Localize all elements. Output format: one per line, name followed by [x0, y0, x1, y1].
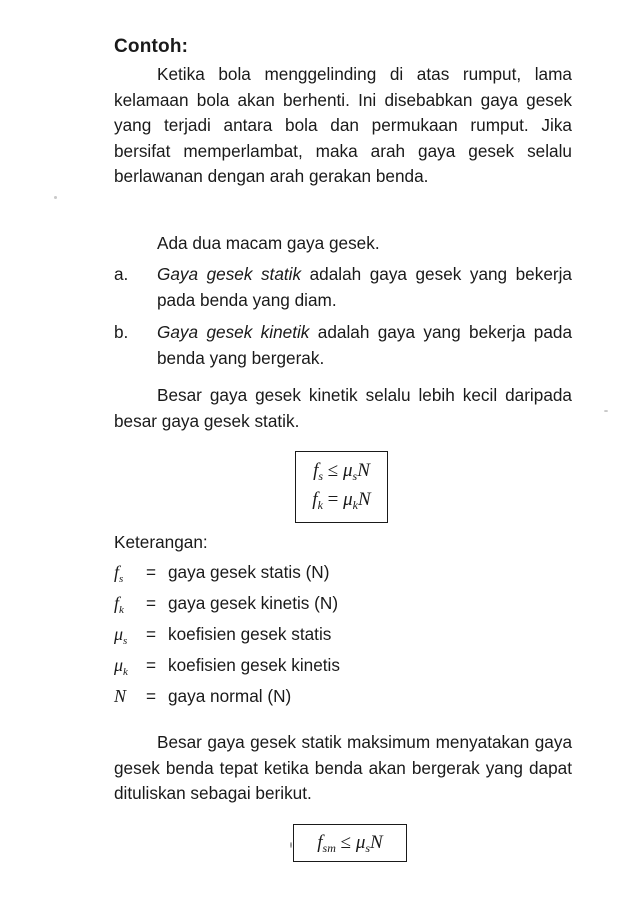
legend-equals: =: [146, 686, 157, 706]
scan-speck: [290, 842, 292, 848]
example-heading: Contoh:: [114, 36, 189, 57]
legend-description: koefisien gesek kinetis: [168, 655, 340, 675]
term-static-friction: Gaya gesek statik: [157, 264, 302, 284]
scan-speck: [54, 196, 57, 199]
definition-text: adalah gaya yang bekerja pada benda yang bergerak.: [157, 322, 573, 368]
paragraph-comparison: Besar gaya gesek kinetik selalu lebih kecil daripada besar gaya gesek statik.: [114, 385, 572, 431]
legend-description: gaya gesek statis (N): [168, 562, 330, 582]
list-item-static: [114, 262, 572, 313]
legend-equals: =: [146, 655, 157, 675]
legend-equals: =: [146, 593, 157, 613]
list-marker: a.: [114, 264, 129, 284]
legend-description: koefisien gesek statis: [168, 624, 332, 644]
legend-symbol: $\mu_k$: [114, 655, 128, 678]
legend-description: gaya normal (N): [168, 686, 292, 706]
legend-symbol: $f_s$: [114, 562, 124, 585]
formula-kinetic: $f_k = \mu_kN$: [312, 489, 371, 512]
legend-description: gaya gesek kinetis (N): [168, 593, 339, 613]
definition-text: adalah gaya gesek yang bekerja pada benda yang diam.: [157, 264, 572, 310]
legend-symbol: $\mu_s$: [114, 624, 128, 647]
formula-max-static: $f_{sm} \le \mu_sN$: [317, 832, 383, 855]
paragraph-types: Ada dua macam gaya gesek.: [157, 233, 380, 253]
legend-symbol: $f_k$: [114, 593, 124, 616]
paragraph-max-static: Besar gaya gesek statik maksimum menyatakan gaya gesek benda tepat ketika benda akan bergerak yang dapat dituliskan sebagai berikut.: [114, 732, 572, 804]
term-kinetic-friction: Gaya gesek kinetik: [157, 322, 310, 342]
legend-equals: =: [146, 624, 157, 644]
formula-box-friction: [295, 451, 388, 523]
formula-box-max-static: [293, 824, 407, 862]
scan-speck: [604, 410, 608, 412]
legend-title: Keterangan:: [114, 532, 208, 552]
paragraph-intro: Ketika bola menggelinding di atas rumput, lama kelamaan bola akan berhenti. Ini disebabkan gaya gesek yang terjadi antara bola dan permukaan rumput. Jika bersifat memperlambat, maka arah gaya gesek selalu berlawanan dengan arah gerakan benda.: [114, 64, 572, 187]
list-item-kinetic: [114, 320, 572, 371]
legend-equals: =: [146, 562, 157, 582]
formula-static: $f_s \le \mu_sN$: [313, 460, 370, 483]
legend-symbol: N: [114, 686, 127, 706]
list-marker: b.: [114, 322, 129, 342]
